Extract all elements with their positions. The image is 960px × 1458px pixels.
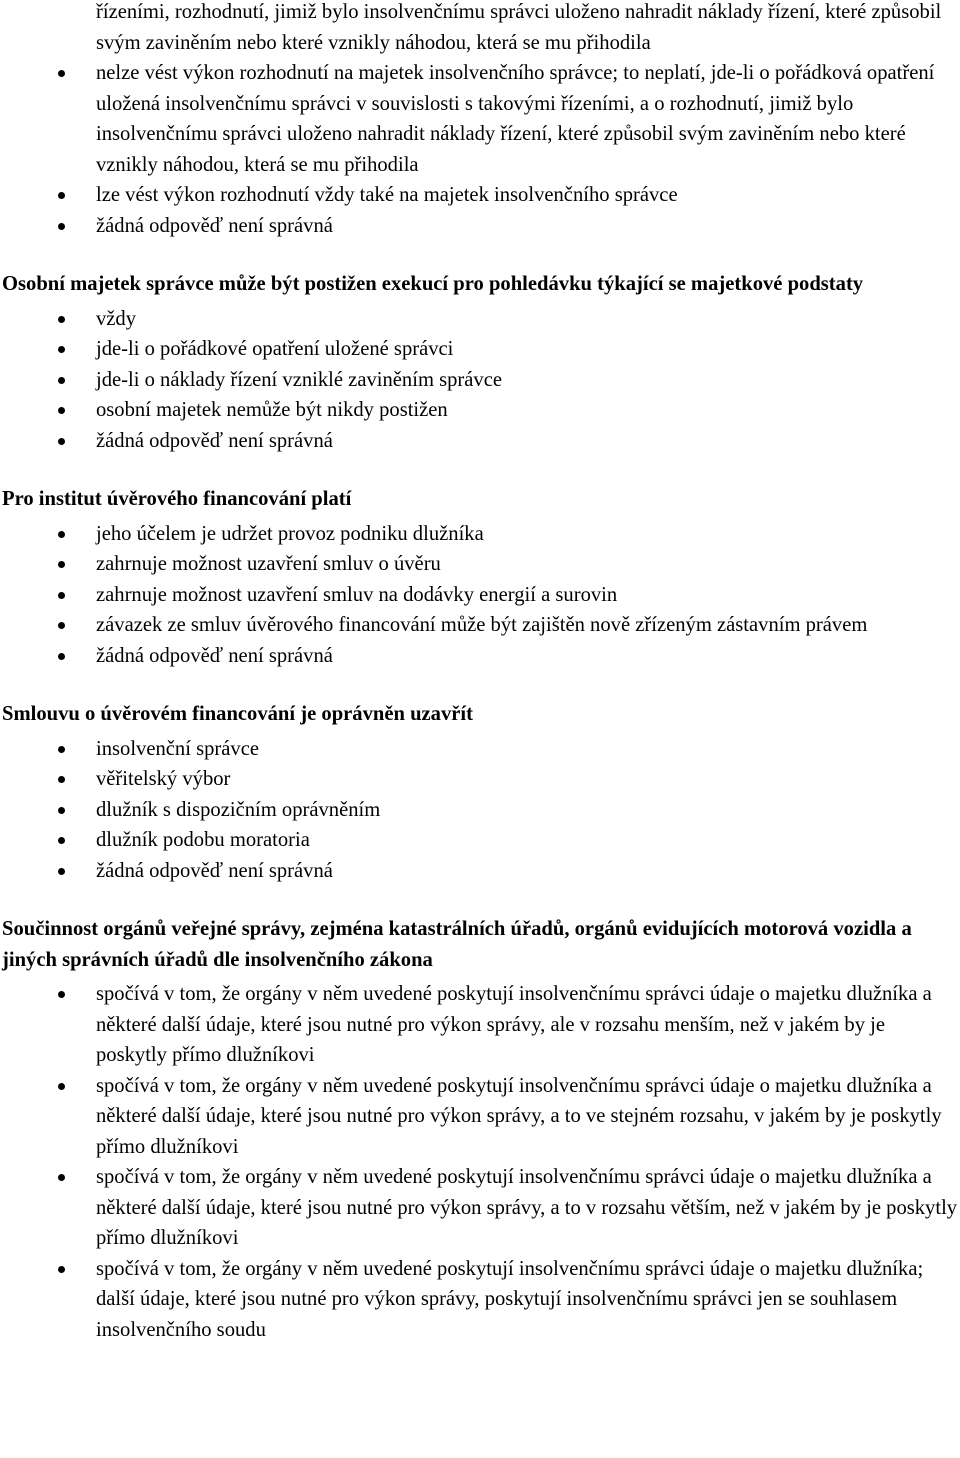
answer-option xyxy=(0,519,960,550)
answer-option xyxy=(0,1162,960,1254)
question-block xyxy=(0,484,960,671)
answer-option-text: jeho účelem je udržet provoz podniku dlužníka xyxy=(96,522,484,545)
answer-option xyxy=(0,641,960,672)
answer-option xyxy=(0,549,960,580)
question-title: Smlouvu o úvěrovém financování je oprávněn uzavřít xyxy=(2,703,473,725)
answer-option xyxy=(0,304,960,335)
bullet-icon xyxy=(58,438,65,445)
answer-option xyxy=(0,1254,960,1346)
bullet-icon xyxy=(58,868,65,875)
option-list xyxy=(0,734,960,887)
question-block xyxy=(0,699,960,886)
bullet-icon xyxy=(58,377,65,384)
option-list xyxy=(0,979,960,1345)
answer-option-text: vždy xyxy=(96,307,137,330)
answer-option xyxy=(0,1071,960,1163)
continued-option-text: řízeními, rozhodnutí, jimiž bylo insolvenčnímu správci uloženo nahradit náklady řízení, které způsobil svým zaviněním nebo které vznikly náhodou, která se mu přihodila xyxy=(96,1,942,54)
answer-option xyxy=(0,180,960,211)
answer-option-text: lze vést výkon rozhodnutí vždy také na majetek insolvenčního správce xyxy=(96,184,678,206)
answer-option-text: zahrnuje možnost uzavření smluv na dodávky energií a surovin xyxy=(96,583,618,606)
answer-option-text: spočívá v tom, že orgány v něm uvedené poskytují insolvenčnímu správci údaje o majetku dlužníka; další údaje, které jsou nutné pro výkon správy, poskytují insolvenčnímu správci jen se souhlasem insolvenčního soudu xyxy=(96,1257,924,1341)
bullet-icon xyxy=(58,223,65,230)
option-list xyxy=(0,304,960,457)
bullet-icon xyxy=(58,407,65,414)
answer-option xyxy=(0,734,960,765)
answer-option-text: spočívá v tom, že orgány v něm uvedené poskytují insolvenčnímu správci údaje o majetku dlužníka a některé další údaje, které jsou nutné pro výkon správy, a to ve stejném rozsahu, v jakém by je poskytly přímo dlužníkovi xyxy=(96,1074,942,1158)
bullet-icon xyxy=(58,192,65,199)
bullet-icon xyxy=(58,776,65,783)
bullet-icon xyxy=(58,346,65,353)
answer-option-text: jde-li o náklady řízení vzniklé zaviněním správce xyxy=(96,368,502,391)
answer-option-text: dlužník s dispozičním oprávněním xyxy=(96,798,381,821)
bullet-icon xyxy=(58,807,65,814)
answer-option xyxy=(0,334,960,365)
bullet-icon xyxy=(58,1174,65,1181)
answer-option-text: insolvenční správce xyxy=(96,737,259,760)
answer-option-text: dlužník podobu moratoria xyxy=(96,829,310,851)
option-list xyxy=(0,58,960,241)
question-block xyxy=(0,269,960,456)
bullet-icon xyxy=(58,70,65,77)
answer-option xyxy=(0,825,960,856)
answer-option xyxy=(0,426,960,457)
answer-option-text: nelze vést výkon rozhodnutí na majetek insolvenčního správce; to neplatí, jde-li o pořádková opatření uložená insolvenčnímu správci v souvislosti s takovými řízeními, a o rozhodnutí, jimiž bylo insolvenčnímu správci uloženo nahradit náklady řízení, které způsobil svým zaviněním nebo které vznikly náhodou, která se mu přihodila xyxy=(96,62,935,176)
question-title: Pro institut úvěrového financování platí xyxy=(2,488,352,510)
answer-option-text: spočívá v tom, že orgány v něm uvedené poskytují insolvenčnímu správci údaje o majetku dlužníka a některé další údaje, které jsou nutné pro výkon správy, ale v rozsahu menším, než v jakém by je poskytly přímo dlužníkovi xyxy=(96,983,932,1066)
answer-option xyxy=(0,764,960,795)
answer-option-text: osobní majetek nemůže být nikdy postižen xyxy=(96,399,448,421)
answer-option-text: žádná odpověď není správná xyxy=(96,429,333,452)
answer-option-text: žádná odpověď není správná xyxy=(96,859,333,882)
bullet-icon xyxy=(58,837,65,844)
answer-option xyxy=(0,211,960,242)
option-list xyxy=(0,519,960,672)
answer-option-text: žádná odpověď není správná xyxy=(96,644,333,667)
bullet-icon xyxy=(58,746,65,753)
bullet-icon xyxy=(58,622,65,629)
question-list xyxy=(0,269,960,1345)
answer-option-text: věřitelský výbor xyxy=(96,768,231,790)
answer-option-text: spočívá v tom, že orgány v něm uvedené poskytují insolvenčnímu správci údaje o majetku dlužníka a některé další údaje, které jsou nutné pro výkon správy, a to v rozsahu větším, než v jakém by je poskytly přímo dlužníkovi xyxy=(96,1166,958,1249)
bullet-icon xyxy=(58,1083,65,1090)
answer-option xyxy=(0,365,960,396)
answer-option xyxy=(0,979,960,1071)
bullet-icon xyxy=(58,531,65,538)
bullet-icon xyxy=(58,561,65,568)
question-title: Součinnost orgánů veřejné správy, zejména katastrálních úřadů, orgánů evidujících motorová vozidla a jiných správních úřadů dle insolvenčního zákona xyxy=(2,918,912,971)
answer-option xyxy=(0,610,960,641)
bullet-icon xyxy=(58,991,65,998)
question-title: Osobní majetek správce může být postižen exekucí pro pohledávku týkající se majetkové podstaty xyxy=(2,273,864,295)
answer-option-text: závazek ze smluv úvěrového financování může být zajištěn nově zřízeným zástavním právem xyxy=(96,614,868,636)
bullet-icon xyxy=(58,1266,65,1273)
answer-option-text: jde-li o pořádkové opatření uložené správci xyxy=(96,338,454,360)
answer-option xyxy=(0,856,960,887)
question-block xyxy=(0,914,960,1345)
bullet-icon xyxy=(58,653,65,660)
answer-option-text: žádná odpověď není správná xyxy=(96,214,333,237)
answer-option xyxy=(0,795,960,826)
bullet-icon xyxy=(58,316,65,323)
answer-option-text: zahrnuje možnost uzavření smluv o úvěru xyxy=(96,553,441,575)
answer-option xyxy=(0,58,960,180)
answer-option xyxy=(0,580,960,611)
answer-option xyxy=(0,395,960,426)
bullet-icon xyxy=(58,592,65,599)
